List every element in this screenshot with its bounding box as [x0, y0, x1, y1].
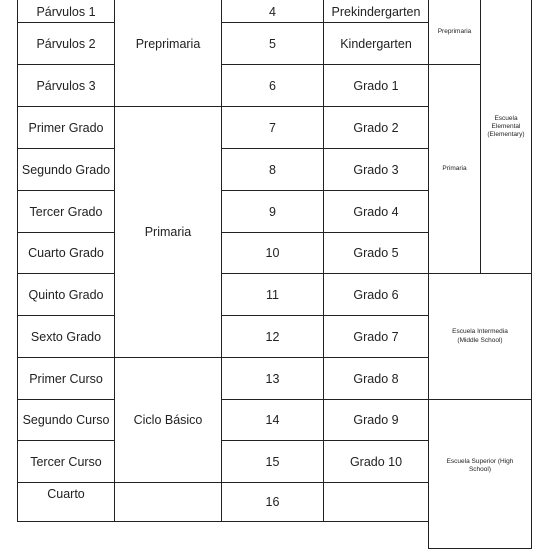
age-value: 16 [265, 495, 280, 509]
gt-level-label: Preprimaria [135, 36, 201, 51]
us-grade-cell [323, 315, 429, 358]
age-cell [221, 106, 324, 149]
age-cell [221, 190, 324, 233]
gt-grade-label: Primer Curso [29, 371, 103, 386]
age-value: 11 [266, 287, 279, 302]
gt-level-label: Ciclo Básico [133, 413, 203, 427]
us-school-superior [428, 399, 532, 549]
gt-level-primaria [114, 106, 222, 358]
us-school-label: Escuela Intermedia (Middle School) [452, 328, 508, 344]
gt-grade-segundo-curso [17, 399, 115, 441]
gt-grade-quinto-grado [17, 273, 115, 316]
us-grade-cell [323, 273, 429, 316]
gt-grade-primer-grado [17, 106, 115, 149]
gt-grade-parvulos-2 [17, 22, 115, 65]
gt-grade-label: Párvulos 2 [36, 36, 96, 51]
age-cell [221, 232, 324, 274]
gt-grade-label: Párvulos 1 [36, 4, 96, 19]
gt-level-label: Primaria [144, 225, 192, 239]
gt-grade-sexto-grado [17, 315, 115, 358]
us-subgroup-label: Primaria [442, 164, 467, 172]
gt-grade-label: Tercer Curso [30, 454, 102, 469]
age-cell [221, 64, 324, 107]
age-value: 14 [265, 413, 280, 427]
us-grade-cell [323, 148, 429, 191]
age-cell [221, 22, 324, 65]
us-grade-cell [323, 482, 429, 522]
us-grade-label: Grado 1 [353, 78, 399, 93]
age-cell [221, 273, 324, 316]
age-value: 9 [269, 204, 276, 219]
age-value: 7 [269, 120, 276, 135]
us-grade-label: Grado 10 [349, 454, 403, 469]
us-subgroup-preprimaria [428, 0, 481, 65]
age-cell [221, 399, 324, 441]
us-grade-cell [323, 190, 429, 233]
gt-grade-label: Párvulos 3 [36, 78, 96, 93]
age-value: 6 [269, 78, 276, 93]
us-school-label: Escuela Elemental (Elementary) [487, 114, 525, 139]
gt-level-empty [114, 482, 222, 522]
age-value: 15 [265, 454, 280, 469]
us-school-intermedia [428, 273, 532, 400]
age-cell [221, 315, 324, 358]
age-cell [221, 357, 324, 400]
us-school-label: Escuela Superior (High School) [446, 457, 514, 473]
us-grade-cell [323, 440, 429, 483]
us-grade-cell [323, 64, 429, 107]
age-value: 12 [265, 329, 280, 344]
gt-level-ciclo-basico [114, 357, 222, 483]
gt-grade-label: Sexto Grado [30, 329, 102, 344]
us-subgroup-label: Preprimaria [437, 28, 472, 36]
us-grade-label: Grado 5 [353, 246, 399, 260]
age-cell [221, 148, 324, 191]
age-value: 8 [269, 162, 276, 177]
gt-grade-label: Segundo Curso [22, 413, 110, 427]
gt-grade-parvulos-3 [17, 64, 115, 107]
us-grade-cell [323, 22, 429, 65]
us-school-elemental [480, 0, 532, 274]
gt-grade-tercer-curso [17, 440, 115, 483]
gt-grade-label: Primer Grado [28, 120, 104, 135]
gt-grade-label: Tercer Grado [29, 204, 103, 219]
age-cell [221, 440, 324, 483]
age-cell [221, 482, 324, 522]
gt-grade-cuarto [17, 482, 115, 522]
age-value: 10 [265, 246, 280, 260]
us-grade-label: Grado 2 [353, 120, 399, 135]
gt-grade-cuarto-grado [17, 232, 115, 274]
us-grade-label: Prekindergarten [331, 4, 421, 19]
age-cell [221, 0, 324, 23]
gt-level-preprimaria [114, 0, 222, 107]
age-value: 4 [269, 4, 276, 19]
gt-grade-segundo-grado [17, 148, 115, 191]
us-subgroup-primaria [428, 64, 481, 274]
age-value: 13 [265, 371, 280, 386]
us-grade-cell [323, 399, 429, 441]
us-grade-label: Grado 7 [353, 329, 399, 344]
gt-grade-label: Cuarto Grado [28, 246, 104, 260]
gt-grade-label: Cuarto [47, 487, 85, 501]
us-grade-label: Grado 9 [353, 413, 399, 427]
us-grade-cell [323, 0, 429, 23]
age-value: 5 [269, 36, 276, 51]
us-grade-cell [323, 357, 429, 400]
us-grade-label: Grado 6 [353, 287, 399, 302]
us-grade-cell [323, 106, 429, 149]
gt-grade-parvulos-1 [17, 0, 115, 23]
gt-grade-primer-curso [17, 357, 115, 400]
us-grade-label: Kindergarten [340, 36, 412, 51]
gt-grade-label: Segundo Grado [21, 162, 111, 177]
gt-grade-tercer-grado [17, 190, 115, 233]
us-grade-label: Grado 4 [353, 204, 399, 219]
gt-grade-label: Quinto Grado [28, 287, 104, 302]
us-grade-cell [323, 232, 429, 274]
us-grade-label: Grado 3 [353, 162, 399, 177]
us-grade-label: Grado 8 [353, 371, 399, 386]
